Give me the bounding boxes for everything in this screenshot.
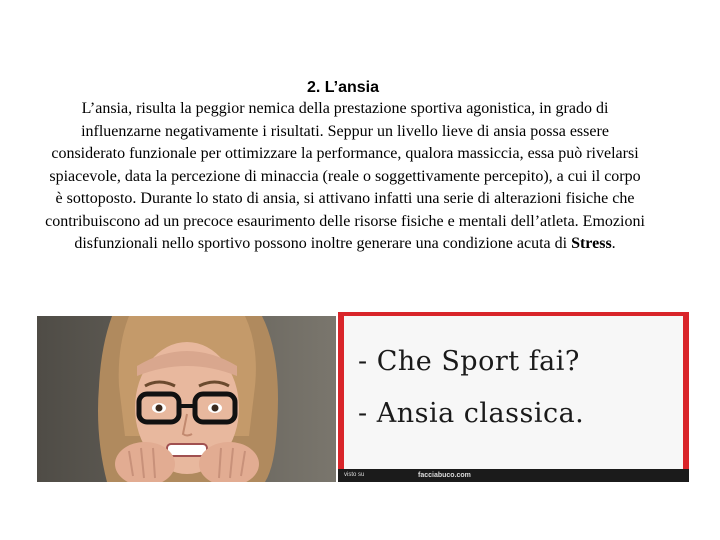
meme-panel (344, 316, 683, 469)
stress-emphasis: Stress (571, 235, 612, 252)
slide-title: 2. L’ansia (306, 79, 380, 96)
meme-footer (338, 469, 689, 482)
meme-footer-site: facciabuco.com (418, 472, 471, 479)
anxious-woman-photo (37, 316, 336, 482)
body-paragraph (44, 98, 646, 256)
meme-line-question: - Che Sport fai? (358, 346, 580, 377)
paragraph-end: . (611, 235, 616, 252)
meme-line-answer: - Ansia classica. (358, 398, 585, 429)
meme-footer-prefix: visto su (344, 472, 365, 478)
paragraph-text: L’ansia, risulta la peggior nemica della prestazione sportiva agonistica, in grado di influenzarne negativamente i risultati. Seppur un livello lieve di ansia possa essere considerato funzionale per ottimizzare la performance, qualora massiccia, essa può rivelarsi spiacevole, data la percezione di minaccia (reale o soggettivamente percepito), a cui il corpo è sottoposto. Durante lo stato di ansia, si attivano infatti una serie di alterazioni fisiche che contribuiscono ad un precoce esaurimento delle risorse fisiche e mentali dell’atleta. Emozioni disfunzionali nello sportivo possono inoltre generare una condizione acuta di (45, 100, 645, 252)
anxious-woman-illustration (37, 316, 336, 482)
meme-image (338, 312, 689, 482)
